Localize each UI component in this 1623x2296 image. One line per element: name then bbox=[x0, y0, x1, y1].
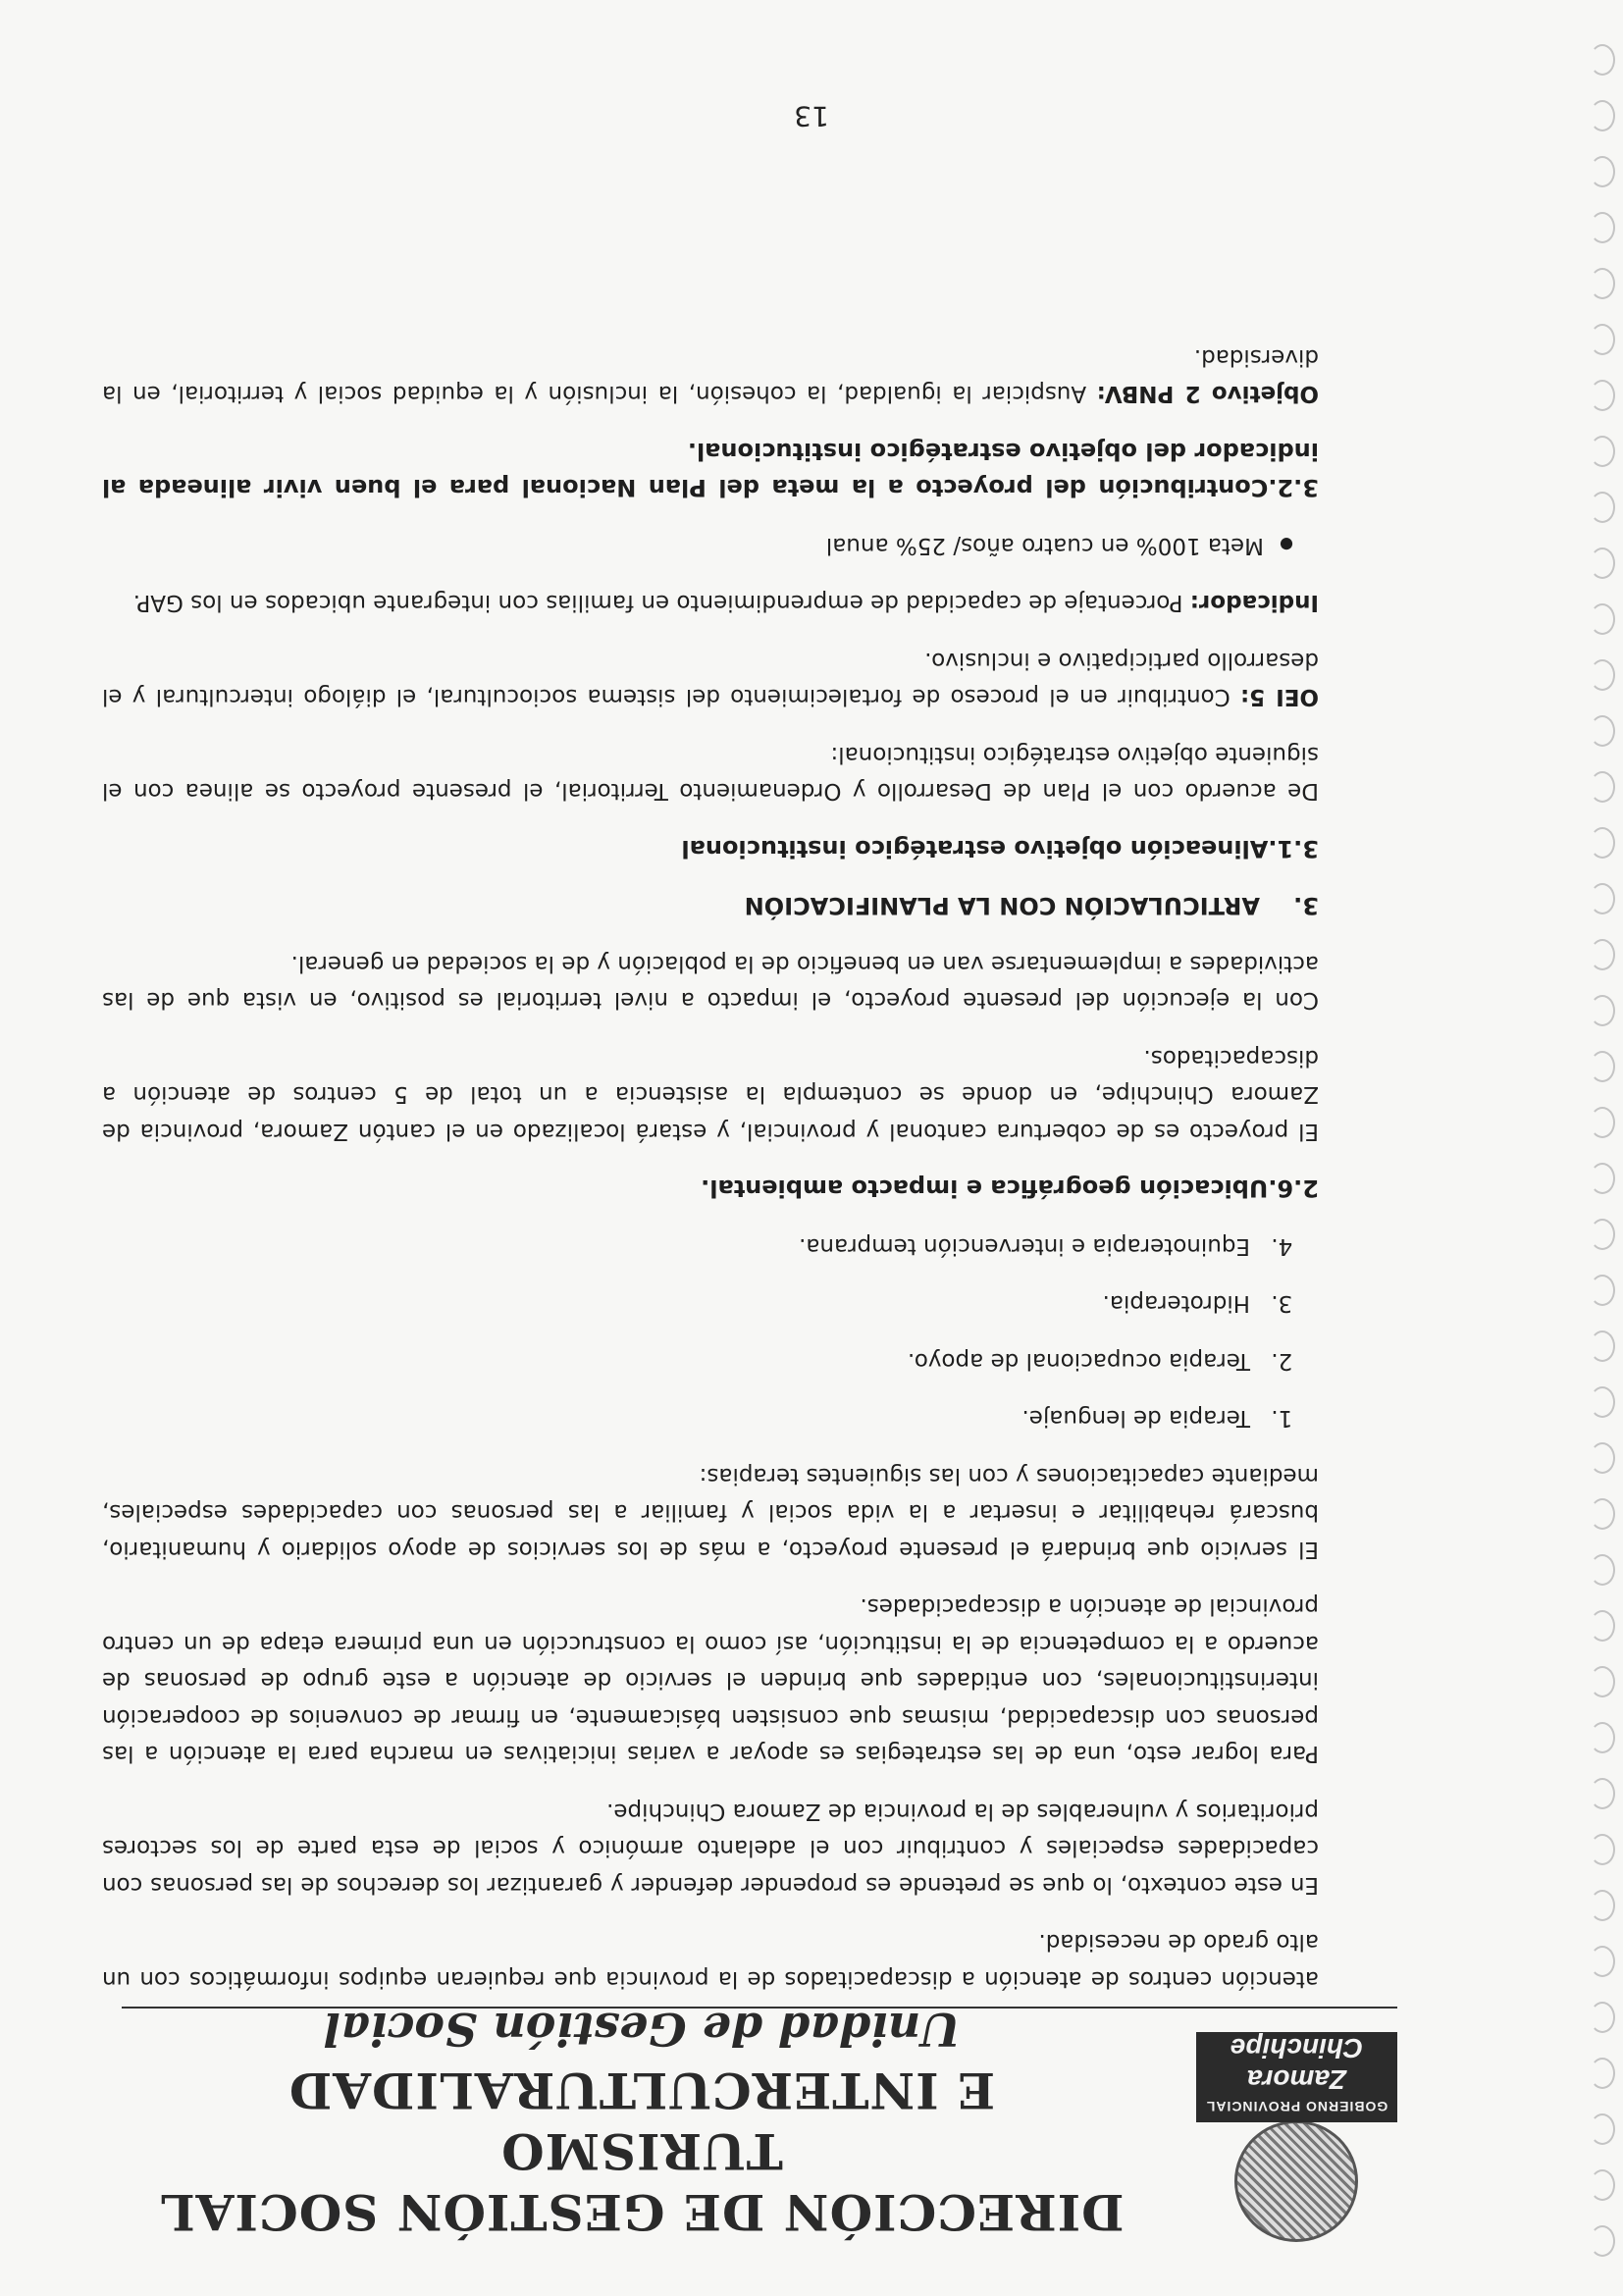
paragraph-contexto: En este contexto, lo que se pretende es propender defender y garantizar los derechos de las personas con capacidades especiales y contribuir con el adelanto armónico y social de esta parte de los sectores prioritarios y vulnerables de la provincia de Zamora Chinchipe. bbox=[102, 1799, 1319, 1898]
list-item: 1. Terapia de lenguaje. bbox=[102, 1399, 1264, 1436]
binder-hole bbox=[1590, 1331, 1615, 1362]
objetivo-label: Objetivo 2 PNBV: bbox=[1096, 381, 1319, 407]
binder-hole bbox=[1590, 771, 1615, 803]
list-item: 2. Terapia ocupacional de apoyo. bbox=[102, 1342, 1264, 1380]
objetivo-text: Auspiciar la igualdad, la cohesión, la inclusión y la equidad social y territorial, en la diversidad. bbox=[101, 344, 1319, 407]
binder-hole bbox=[1590, 827, 1615, 859]
list-item: ● Meta 100% en cuatro años/ 25% anual bbox=[102, 527, 1264, 564]
paragraph-impacto: Con la ejecución del presente proyecto, el impacto a nivel territorial es positivo, en vista que de las actividades a implementarse van en beneficio de la población y de la sociedad en general. bbox=[102, 951, 1319, 1014]
binder-hole bbox=[1590, 1834, 1615, 1865]
logo-text-block bbox=[1196, 2032, 1397, 2122]
heading-contribucion: 3.2.Contribución del proyecto a la meta del Plan Nacional para el buen vivir alineada al indicador del objetivo estratégico institucional. bbox=[102, 438, 1319, 502]
binder-hole bbox=[1590, 1442, 1615, 1474]
paragraph-objetivo bbox=[102, 339, 1319, 412]
letterhead-title bbox=[112, 1999, 1172, 2242]
binder-hole bbox=[1590, 1778, 1615, 1809]
binder-hole bbox=[1590, 1163, 1615, 1194]
binder-hole bbox=[1590, 492, 1615, 523]
list-item: 3. Hidroterapia. bbox=[102, 1284, 1264, 1322]
binder-hole bbox=[1590, 2113, 1615, 2145]
binder-holes bbox=[1586, 20, 1615, 2257]
binder-hole bbox=[1590, 436, 1615, 467]
binder-hole bbox=[1590, 1219, 1615, 1250]
header-divider bbox=[122, 2007, 1397, 2009]
paragraph-acuerdo: De acuerdo con el Plan de Desarrollo y Ordenamiento Territorial, el presente proyecto se alinea con el siguiente objetivo estratégico institucional: bbox=[102, 742, 1319, 805]
binder-hole bbox=[1590, 548, 1615, 579]
binder-hole bbox=[1590, 212, 1615, 243]
letterhead-title-line-1: DIRECCIÓN DE GESTIÓN SOCIAL TURISMO bbox=[159, 2122, 1125, 2241]
section-heading-3 bbox=[102, 887, 1319, 924]
indicador-text: Porcentaje de capacidad de emprendimiento en familias con integrante ubicados en los GAP. bbox=[132, 590, 1190, 616]
heading-alineacion: 3.1.Alineación objetivo estratégico institucional bbox=[681, 835, 1319, 862]
page-number: 13 bbox=[794, 100, 829, 132]
binder-hole bbox=[1590, 659, 1615, 691]
binder-hole bbox=[1590, 44, 1615, 76]
binder-hole bbox=[1590, 2002, 1615, 2033]
binder-hole bbox=[1590, 1107, 1615, 1138]
binder-hole bbox=[1590, 1275, 1615, 1306]
paragraph-indicador bbox=[102, 584, 1319, 621]
section-title: ARTICULACIÓN CON LA PLANIFICACIÓN bbox=[744, 892, 1260, 920]
paragraph-estrategias: Para lograr esto, una de las estrategias es apoyar a varias iniciativas en marcha para la atención a las personas con discapacidad, mismas que consisten básicamente, en firmar de convenios de cooperación interinstitucionales, con entidades que brinden el servicio de atención a este grupo de personas de acuerdo a la competencia de la institución, así como la construcción en una primera etapa de un centro provincial de atención a discapacidades. bbox=[102, 1593, 1319, 1767]
logo-line-1: GOBIERNO PROVINCIAL bbox=[1205, 2099, 1388, 2114]
logo-line-2: Zamora Chinchipe bbox=[1230, 2033, 1364, 2095]
paragraph-ubicacion: El proyecto es de cobertura cantonal y provincial, y estará localizado en el cantón Zamora, provincia de Zamora Chinchipe, en donde se contempla la asistencia a un total de 5 centros de atención a discapacitados. bbox=[102, 1045, 1319, 1144]
paragraph-oei bbox=[102, 642, 1319, 715]
indicador-label: Indicador: bbox=[1189, 590, 1319, 616]
binder-hole bbox=[1590, 1666, 1615, 1697]
binder-hole bbox=[1590, 324, 1615, 355]
document-body bbox=[102, 318, 1319, 1998]
binder-hole bbox=[1590, 1890, 1615, 1921]
list-item: 4. Equinoterapia e intervención temprana. bbox=[102, 1227, 1264, 1265]
binder-hole bbox=[1590, 995, 1615, 1026]
binder-hole bbox=[1590, 603, 1615, 635]
emblem-icon bbox=[1234, 2120, 1358, 2242]
binder-hole bbox=[1590, 939, 1615, 970]
binder-hole bbox=[1590, 1051, 1615, 1082]
section-number: 3. bbox=[1293, 892, 1319, 920]
letterhead-title-line-2: E INTERCULTURALIDAD bbox=[288, 2061, 996, 2119]
letterhead bbox=[122, 2003, 1397, 2242]
oei-text: Contribuir en el proceso de fortalecimiento del sistema sociocultural, el diálogo intercultural y el desarrollo participativo e inclusivo. bbox=[101, 648, 1319, 710]
binder-hole bbox=[1590, 1386, 1615, 1418]
binder-hole bbox=[1590, 715, 1615, 747]
oei-label: OEI 5: bbox=[1239, 684, 1319, 710]
binder-hole bbox=[1590, 156, 1615, 187]
binder-hole bbox=[1590, 2058, 1615, 2089]
binder-hole bbox=[1590, 883, 1615, 914]
binder-hole bbox=[1590, 1946, 1615, 1977]
binder-hole bbox=[1590, 1722, 1615, 1753]
paragraph-intro: atención centros de atención a discapacitados de la provincia que requieran equipos informáticos con un alto grado de necesidad. bbox=[102, 1929, 1319, 1992]
therapies-list bbox=[102, 1227, 1319, 1436]
binder-hole bbox=[1590, 1610, 1615, 1642]
paragraph-servicio: El servicio que brindará el presente proyecto, a más de los servicios de apoyo solidario y humanitario, buscará rehabilitar e insertar a la vida social y familiar a las personas con capacidades especiales, mediante capacitaciones y con las siguientes terapias: bbox=[102, 1463, 1319, 1562]
heading-ubicacion: 2.6.Ubicación geográfica e impacto ambiental. bbox=[701, 1174, 1319, 1203]
binder-hole bbox=[1590, 2169, 1615, 2201]
binder-hole bbox=[1590, 1498, 1615, 1530]
meta-list bbox=[102, 527, 1319, 564]
binder-hole bbox=[1590, 2225, 1615, 2257]
binder-hole bbox=[1590, 380, 1615, 411]
provincial-government-logo bbox=[1196, 2026, 1397, 2242]
letterhead-subtitle: Unidad de Gestión Social bbox=[323, 2003, 961, 2056]
binder-hole bbox=[1590, 268, 1615, 299]
binder-hole bbox=[1590, 1554, 1615, 1586]
